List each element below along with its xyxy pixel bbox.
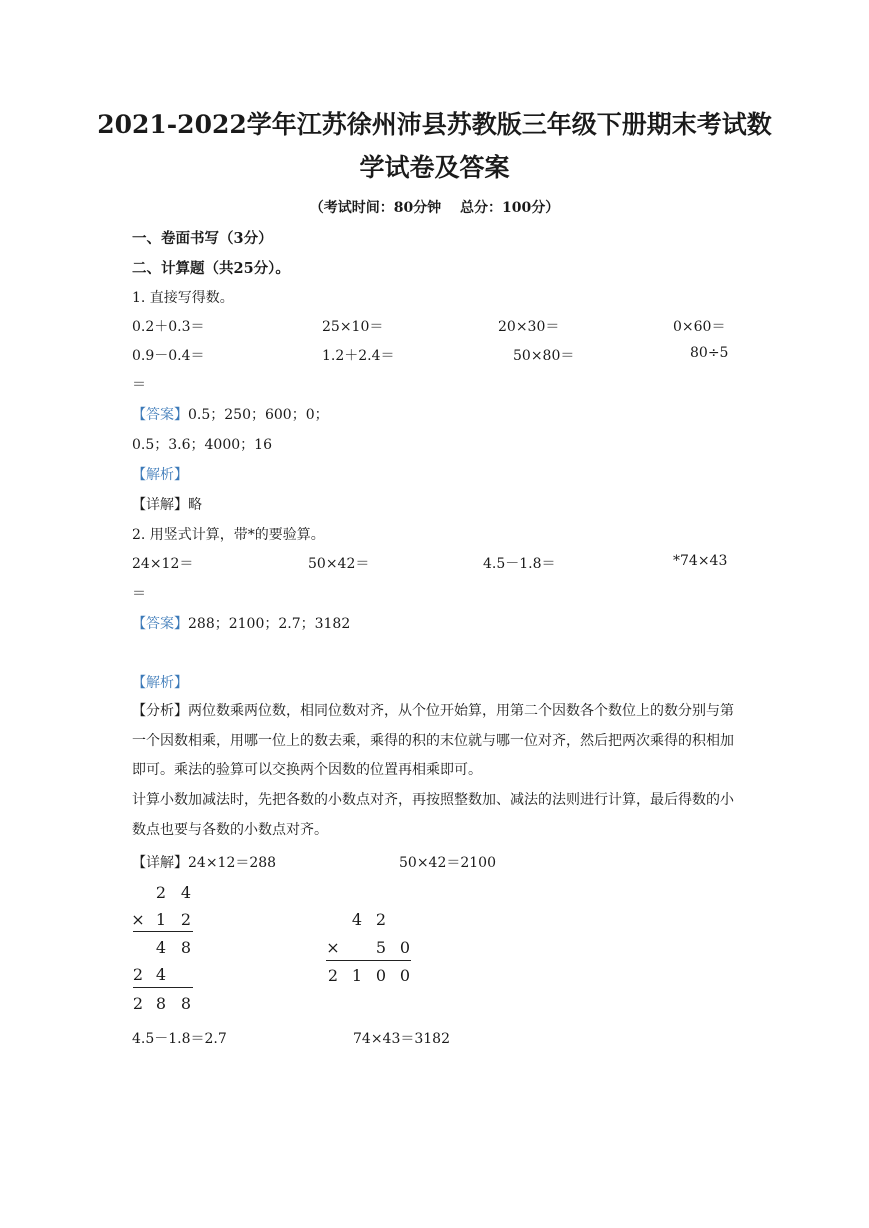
digit: 2 [155, 883, 167, 902]
digit: 0 [375, 966, 387, 985]
q1-item-wrap: ＝ [132, 377, 146, 393]
section-heading-1: 一、卷面书写（3分） [132, 230, 273, 247]
q1-item: 0×60＝ [673, 319, 726, 335]
digit: 2 [132, 965, 144, 984]
document-title-line2: 学试卷及答案 [359, 153, 510, 182]
q1-item: 25×10＝ [322, 319, 384, 335]
answer-text: 0.5；250；600；0； [188, 407, 329, 423]
q1-item: 50×80＝ [513, 348, 575, 364]
q1-analysis-tag: 【解析】 [132, 467, 188, 483]
digit: 1 [155, 910, 167, 929]
detail-tag: 【详解】 [132, 497, 188, 513]
answer-tag: 【答案】 [132, 616, 188, 632]
calc-line [133, 987, 193, 988]
digit: 5 [375, 938, 387, 957]
detail-tag: 【详解】 [132, 855, 188, 871]
digit: 2 [132, 994, 144, 1013]
q2-item: 50×42＝ [308, 556, 370, 572]
q2-fenxi-paragraph [132, 697, 740, 786]
document-title-line1: 2021-2022学年江苏徐州沛县苏教版三年级下册期末考试数 [97, 110, 772, 139]
digit: 8 [180, 938, 192, 957]
calc-line [133, 931, 193, 932]
detail-text: 略 [188, 497, 202, 513]
q1-detail [132, 494, 202, 514]
q2-item: 4.5－1.8＝ [483, 556, 556, 572]
times-sign: × [131, 910, 145, 929]
q2-item: *74×43 [673, 553, 728, 569]
q2-decimal-paragraph: 计算小数加减法时，先把各数的小数点对齐，再按照整数加、减法的法则进行计算，最后得数的小数点也要与各数的小数点对齐。 [132, 792, 734, 838]
q1-item: 0.2＋0.3＝ [132, 319, 205, 335]
fenxi-text: 两位数乘两位数，相同位数对齐，从个位开始算，用第二个因数各个数位上的数分别与第一个因数相乘，用哪一位上的数去乘，乘得的积的末位就与哪一位对齐，然后把两次乘得的积相加即可。乘法的验算可以交换两个因数的位置再相乘即可。 [132, 703, 734, 778]
q1-answer [132, 404, 329, 424]
digit: 2 [327, 966, 339, 985]
digit: 2 [375, 910, 387, 929]
q2-prompt: 2. 用竖式计算，带*的要验算。 [132, 527, 325, 543]
q2-item-wrap: ＝ [132, 586, 146, 602]
digit: 1 [351, 966, 363, 985]
digit: 4 [180, 883, 192, 902]
q2-item: 24×12＝ [132, 556, 194, 572]
answer-tag: 【答案】 [132, 407, 188, 423]
q2-answer [132, 613, 350, 633]
q1-item: 0.9－0.4＝ [132, 348, 205, 364]
exam-info: （考试时间：80分钟 总分：100分） [309, 200, 560, 216]
calc-line [326, 960, 411, 961]
detail-eq1: 24×12＝288 [188, 855, 277, 871]
detail-eq2: 50×42＝2100 [399, 855, 496, 871]
q2-analysis-tag: 【解析】 [132, 675, 188, 691]
detail-eq4: 74×43＝3182 [353, 1031, 450, 1047]
q1-item: 20×30＝ [498, 319, 560, 335]
q1-item: 1.2＋2.4＝ [322, 348, 395, 364]
q1-item: 80÷5 [690, 345, 729, 361]
digit: 4 [155, 938, 167, 957]
digit: 8 [155, 994, 167, 1013]
digit: 0 [399, 966, 411, 985]
detail-eq3: 4.5－1.8＝2.7 [132, 1031, 227, 1047]
digit: 2 [180, 910, 192, 929]
digit: 4 [155, 965, 167, 984]
section-heading-2: 二、计算题（共25分）。 [132, 260, 290, 277]
q1-prompt: 1. 直接写得数。 [132, 290, 234, 306]
answer-text: 288；2100；2.7；3182 [188, 616, 351, 632]
digit: 0 [399, 938, 411, 957]
times-sign: × [326, 938, 340, 957]
fenxi-tag: 【分析】 [132, 703, 188, 719]
q1-answer-line2: 0.5；3.6；4000；16 [132, 437, 272, 453]
q2-detail [132, 852, 276, 872]
digit: 8 [180, 994, 192, 1013]
digit: 4 [351, 910, 363, 929]
